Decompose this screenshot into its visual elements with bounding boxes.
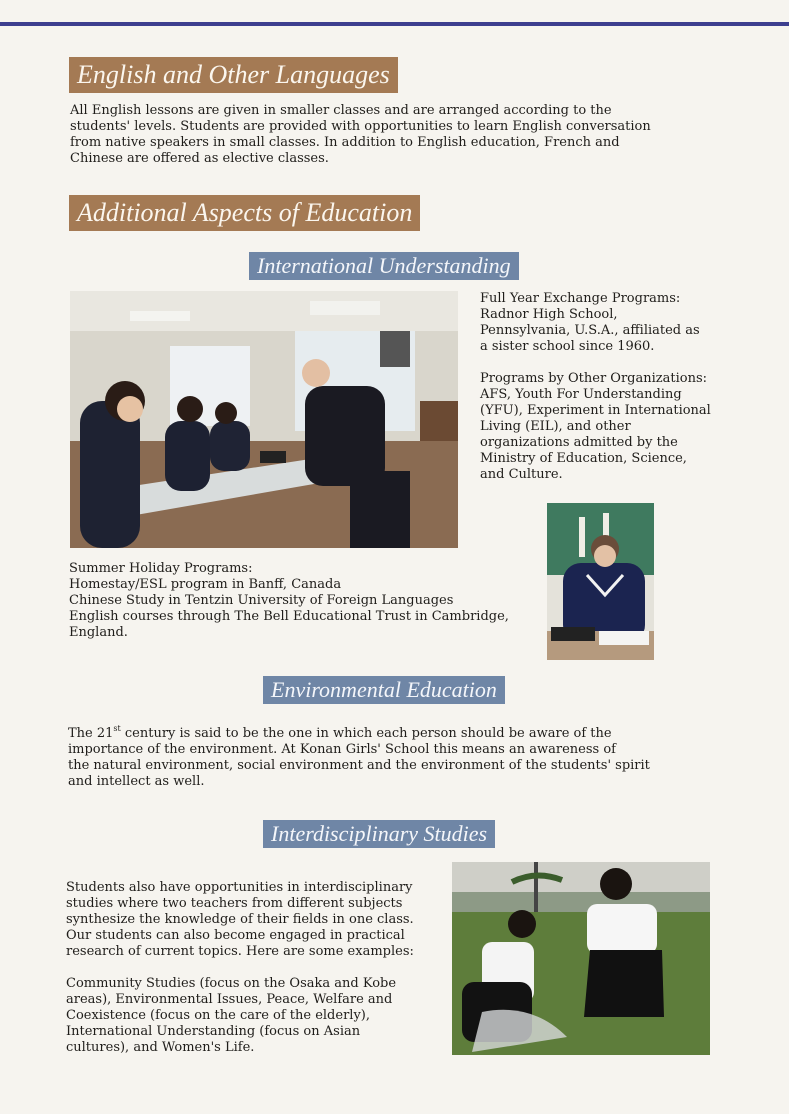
environmental-paragraph: The 21st century is said to be the one in which each person should be aware of the importance of the environment. At Konan Girls' School this means an awareness of the natural environment, social environment and the environment of the students' spirit and intellect as well. <box>68 724 650 789</box>
classroom-photo <box>70 291 458 548</box>
interdisciplinary-intro: Students also have opportunities in interdisciplinary studies where two teachers from different subjects synthesize the knowledge of their fields in one class. Our students can also become engaged in practical research of current topics. Here are some examples: <box>66 880 414 959</box>
heading-additional-aspects: Additional Aspects of Education <box>69 195 420 231</box>
outdoor-study-photo <box>452 862 710 1055</box>
calligraphy-photo <box>547 503 654 660</box>
heading-interdisciplinary-studies: Interdisciplinary Studies <box>263 820 495 848</box>
summer-programs-text: Summer Holiday Programs: Homestay/ESL program in Banff, Canada Chinese Study in Tentzin University of Foreign Languages English courses through The Bell Educational Trust in Cambridge, England. <box>69 561 509 640</box>
top-rule <box>0 22 789 26</box>
interdisciplinary-examples: Community Studies (focus on the Osaka and Kobe areas), Environmental Issues, Peace, Welfare and Coexistence (focus on the care of the elderly), International Understanding (focus on Asian cultures), and Women's Life. <box>66 976 397 1055</box>
exchange-programs-text: Full Year Exchange Programs: Radnor High School, Pennsylvania, U.S.A., affiliated as a sister school since 1960. <box>480 291 700 354</box>
english-paragraph: All English lessons are given in smaller classes and are arranged according to the students' levels. Students are provided with opportunities to learn English conversation from native speakers in small classes. In addition to English education, French and Chinese are offered as elective classes. <box>70 103 651 166</box>
heading-environmental-education: Environmental Education <box>263 676 505 704</box>
heading-english-languages: English and Other Languages <box>69 57 398 93</box>
other-organizations-text: Programs by Other Organizations: AFS, Youth For Understanding (YFU), Experiment in International Living (EIL), and other organizations admitted by the Ministry of Education, Science, and Culture. <box>480 371 711 482</box>
heading-international-understanding: International Understanding <box>249 252 519 280</box>
